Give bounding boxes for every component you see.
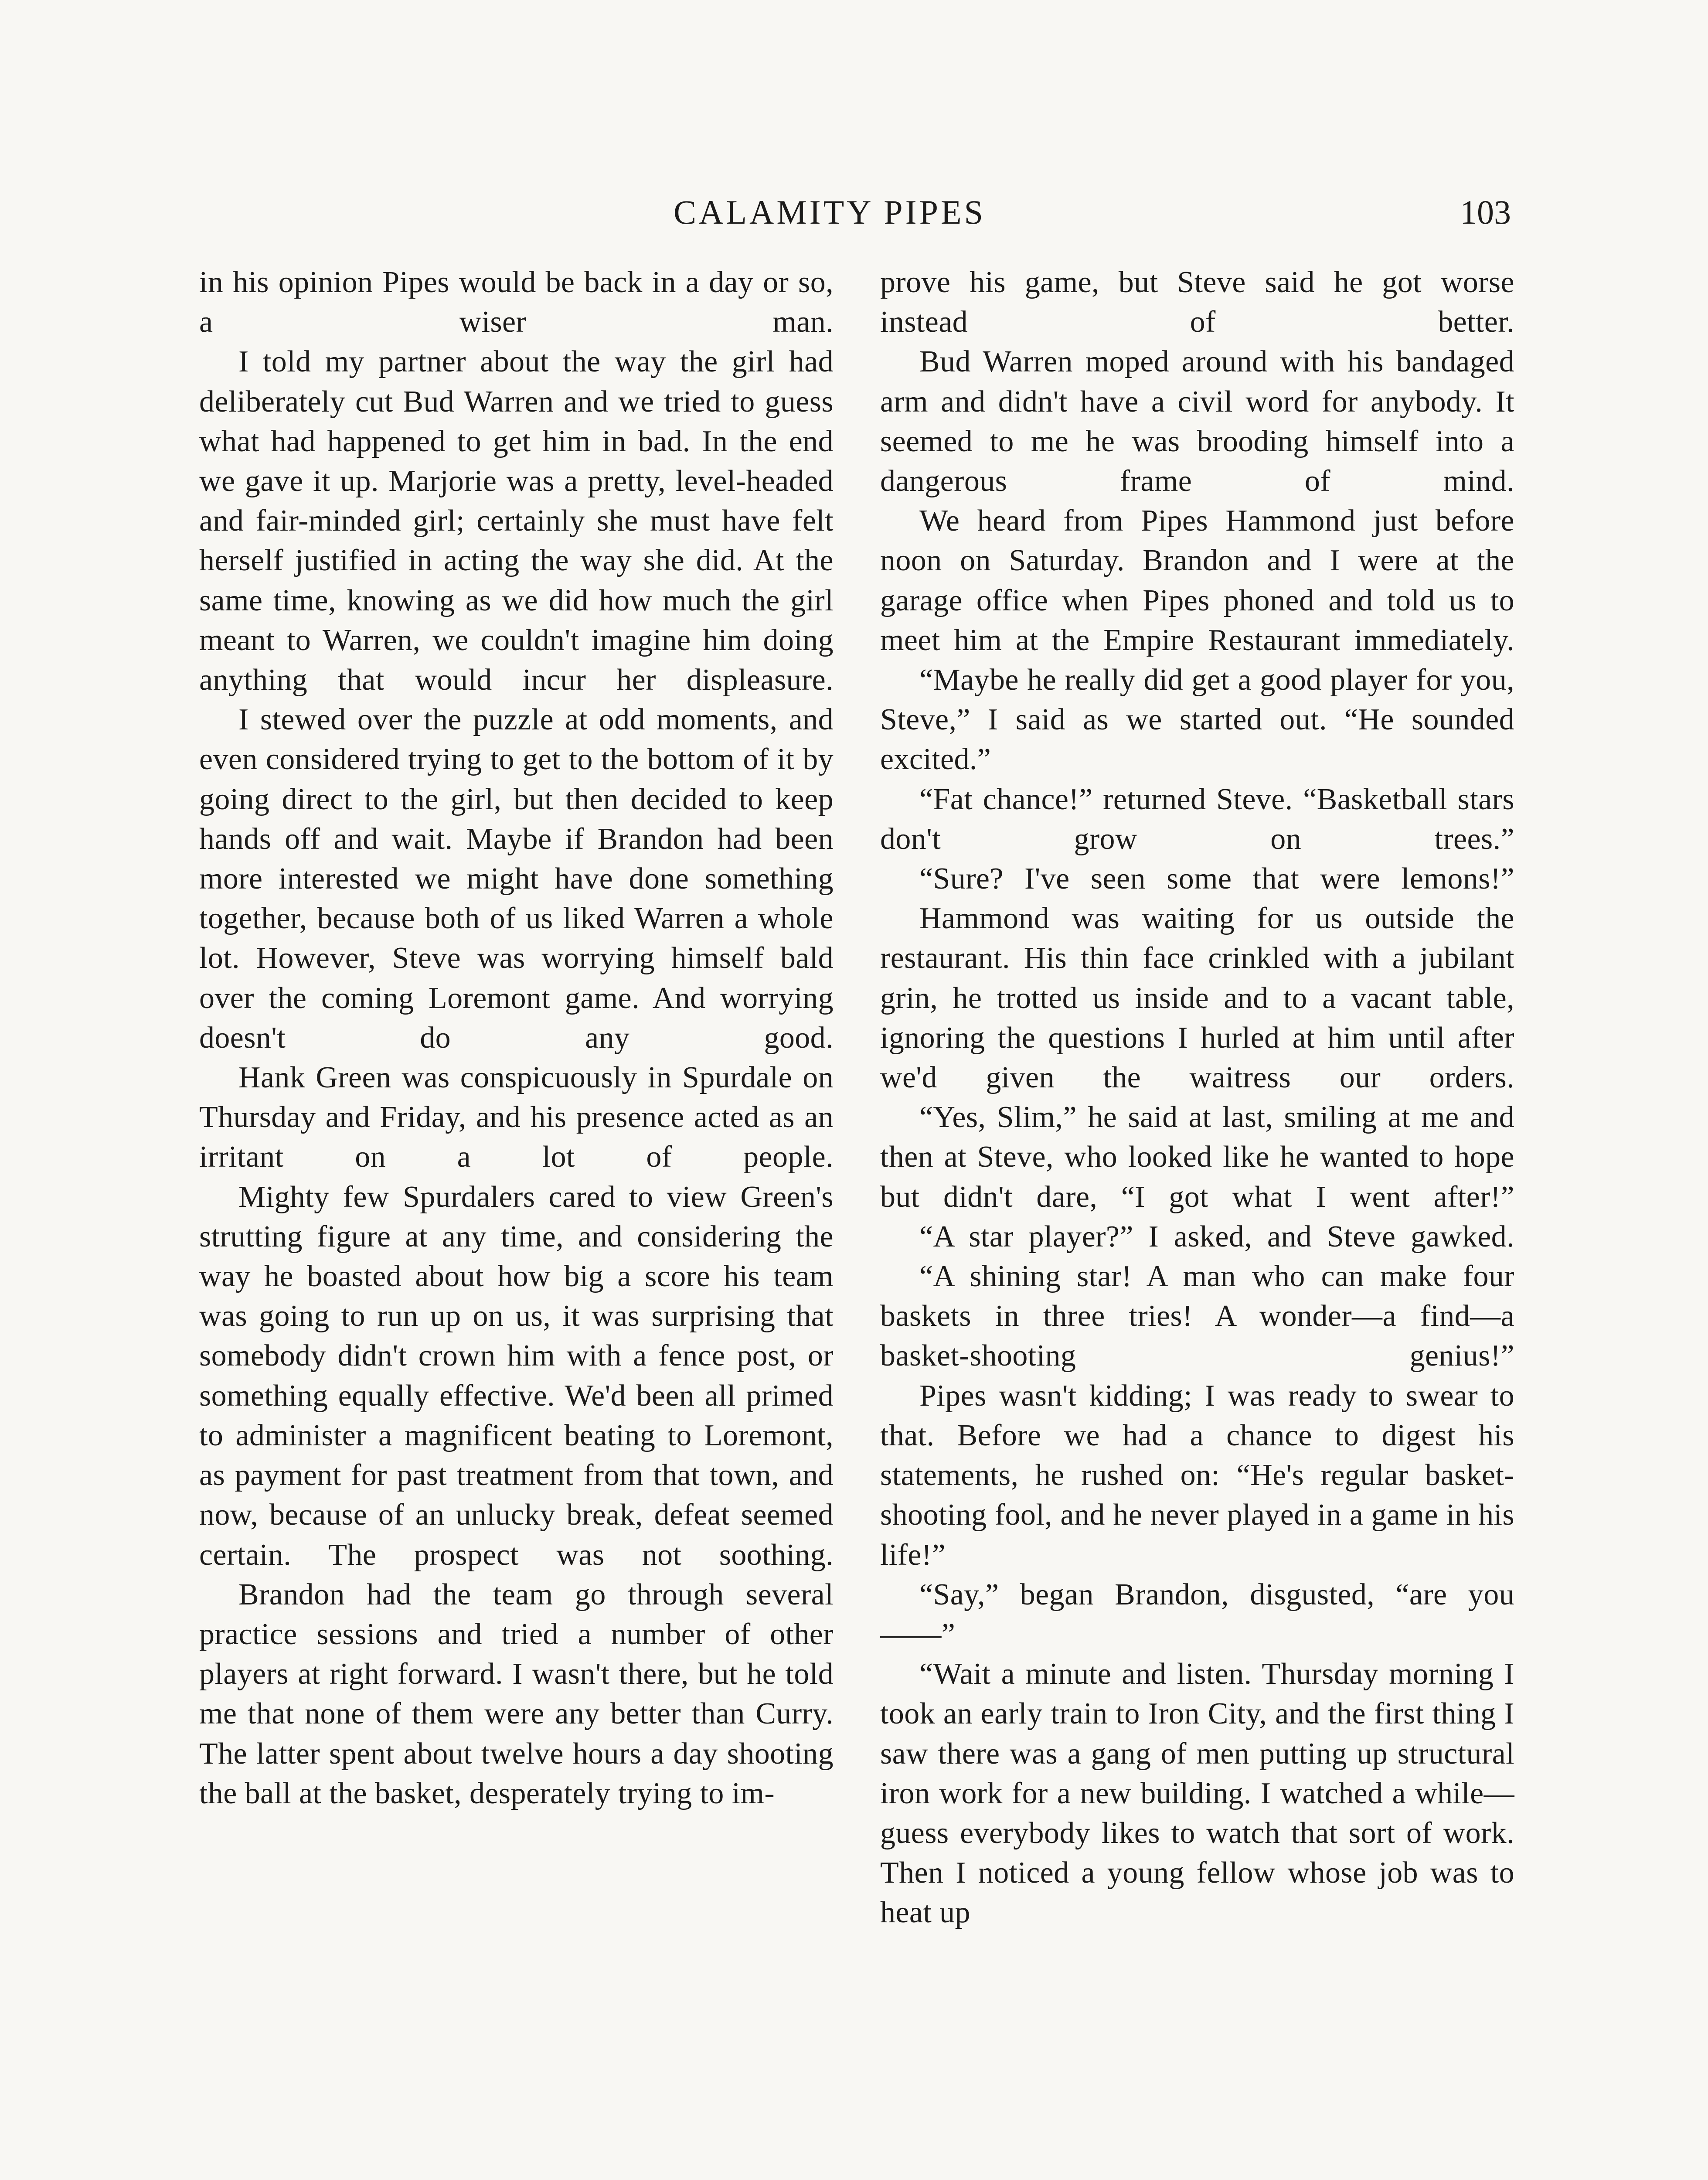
- paragraph: “Fat chance!” returned Steve. “Basketball stars don't grow on trees.”: [880, 782, 1514, 856]
- paragraph: “Yes, Slim,” he said at last, smiling at me and then at Steve, who looked like he wanted to hope but didn't dare, “I got what I went after!”: [880, 1100, 1514, 1214]
- paragraph: “A star player?” I asked, and Steve gawked.: [919, 1219, 1514, 1254]
- paragraph: Brandon had the team go through several practice sessions and tried a number of other players at right forward. I wasn't there, but he told me that none of them were any better than Curry. The latter spent about twelve hours a day shooting the ball at the basket, desperately trying to im-: [199, 1577, 834, 1810]
- left-column: [199, 262, 834, 1813]
- paragraph: “A shining star! A man who can make four baskets in three tries! A wonder—a find—a basket-shooting genius!”: [880, 1260, 1514, 1373]
- running-head: CALAMITY PIPES: [674, 193, 986, 231]
- right-column: [880, 262, 1514, 1933]
- page-number: 103: [1460, 193, 1511, 231]
- paragraph: Hank Green was conspicuously in Spurdale on Thursday and Friday, and his presence acted as an irritant on a lot of people.: [199, 1061, 834, 1174]
- paragraph: Bud Warren moped around with his bandaged arm and didn't have a civil word for anybody. It seemed to me he was brooding himself into a dangerous frame of mind.: [880, 345, 1514, 498]
- paragraph: I stewed over the puzzle at odd moments, and even considered trying to get to the bottom of it by going direct to the girl, but then decided to keep hands off and wait. Maybe if Brandon had been more interested we might have done something together, because both of us liked Warren a whole lot. However, Steve was worrying himself bald over the coming Loremont game. And worrying doesn't do any good.: [199, 703, 834, 1055]
- paragraph: “Say,” began Brandon, disgusted, “are you——”: [880, 1577, 1514, 1651]
- paragraph: I told my partner about the way the girl had deliberately cut Bud Warren and we tried to guess what had happened to get him in bad. In the end we gave it up. Marjorie was a pretty, level-headed and fair-minded girl; certainly she must have felt herself justified in acting the way she did. At the same time, knowing as we did how much the girl meant to Warren, we couldn't imagine him doing anything that would incur her displeasure.: [199, 345, 834, 697]
- paragraph: “Wait a minute and listen. Thursday morning I took an early train to Iron City, and the first thing I saw there was a gang of men putting up structural iron work for a new building. I watched a while—guess everybody likes to watch that sort of work. Then I noticed a young fellow whose job was to heat up: [880, 1657, 1514, 1930]
- paragraph: Pipes wasn't kidding; I was ready to swear to that. Before we had a chance to digest his statements, he rushed on: “He's regular basket-shooting fool, and he never played in a game in his life!”: [880, 1379, 1514, 1572]
- paragraph: in his opinion Pipes would be back in a day or so, a wiser man.: [199, 266, 834, 339]
- paragraph: Hammond was waiting for us outside the restaurant. His thin face crinkled with a jubilant grin, he trotted us inside and to a vacant table, ignoring the questions I hurled at him until after we'd given the waitress our orders.: [880, 902, 1514, 1095]
- paragraph: prove his game, but Steve said he got worse instead of better.: [880, 266, 1514, 339]
- paragraph: “Sure? I've seen some that were lemons!”: [919, 862, 1514, 896]
- paragraph: “Maybe he really did get a good player for you, Steve,” I said as we started out. “He sounded excited.”: [880, 663, 1514, 777]
- paragraph: We heard from Pipes Hammond just before noon on Saturday. Brandon and I were at the garage office when Pipes phoned and told us to meet him at the Empire Restaurant immediately.: [880, 504, 1514, 657]
- paragraph: Mighty few Spurdalers cared to view Green's strutting figure at any time, and considering the way he boasted about how big a score his team was going to run up on us, it was surprising that somebody didn't crown him with a fence post, or something equally effective. We'd been all primed to administer a magnificent beating to Loremont, as payment for past treatment from that town, and now, because of an unlucky break, defeat seemed certain. The prospect was not soothing.: [199, 1180, 834, 1572]
